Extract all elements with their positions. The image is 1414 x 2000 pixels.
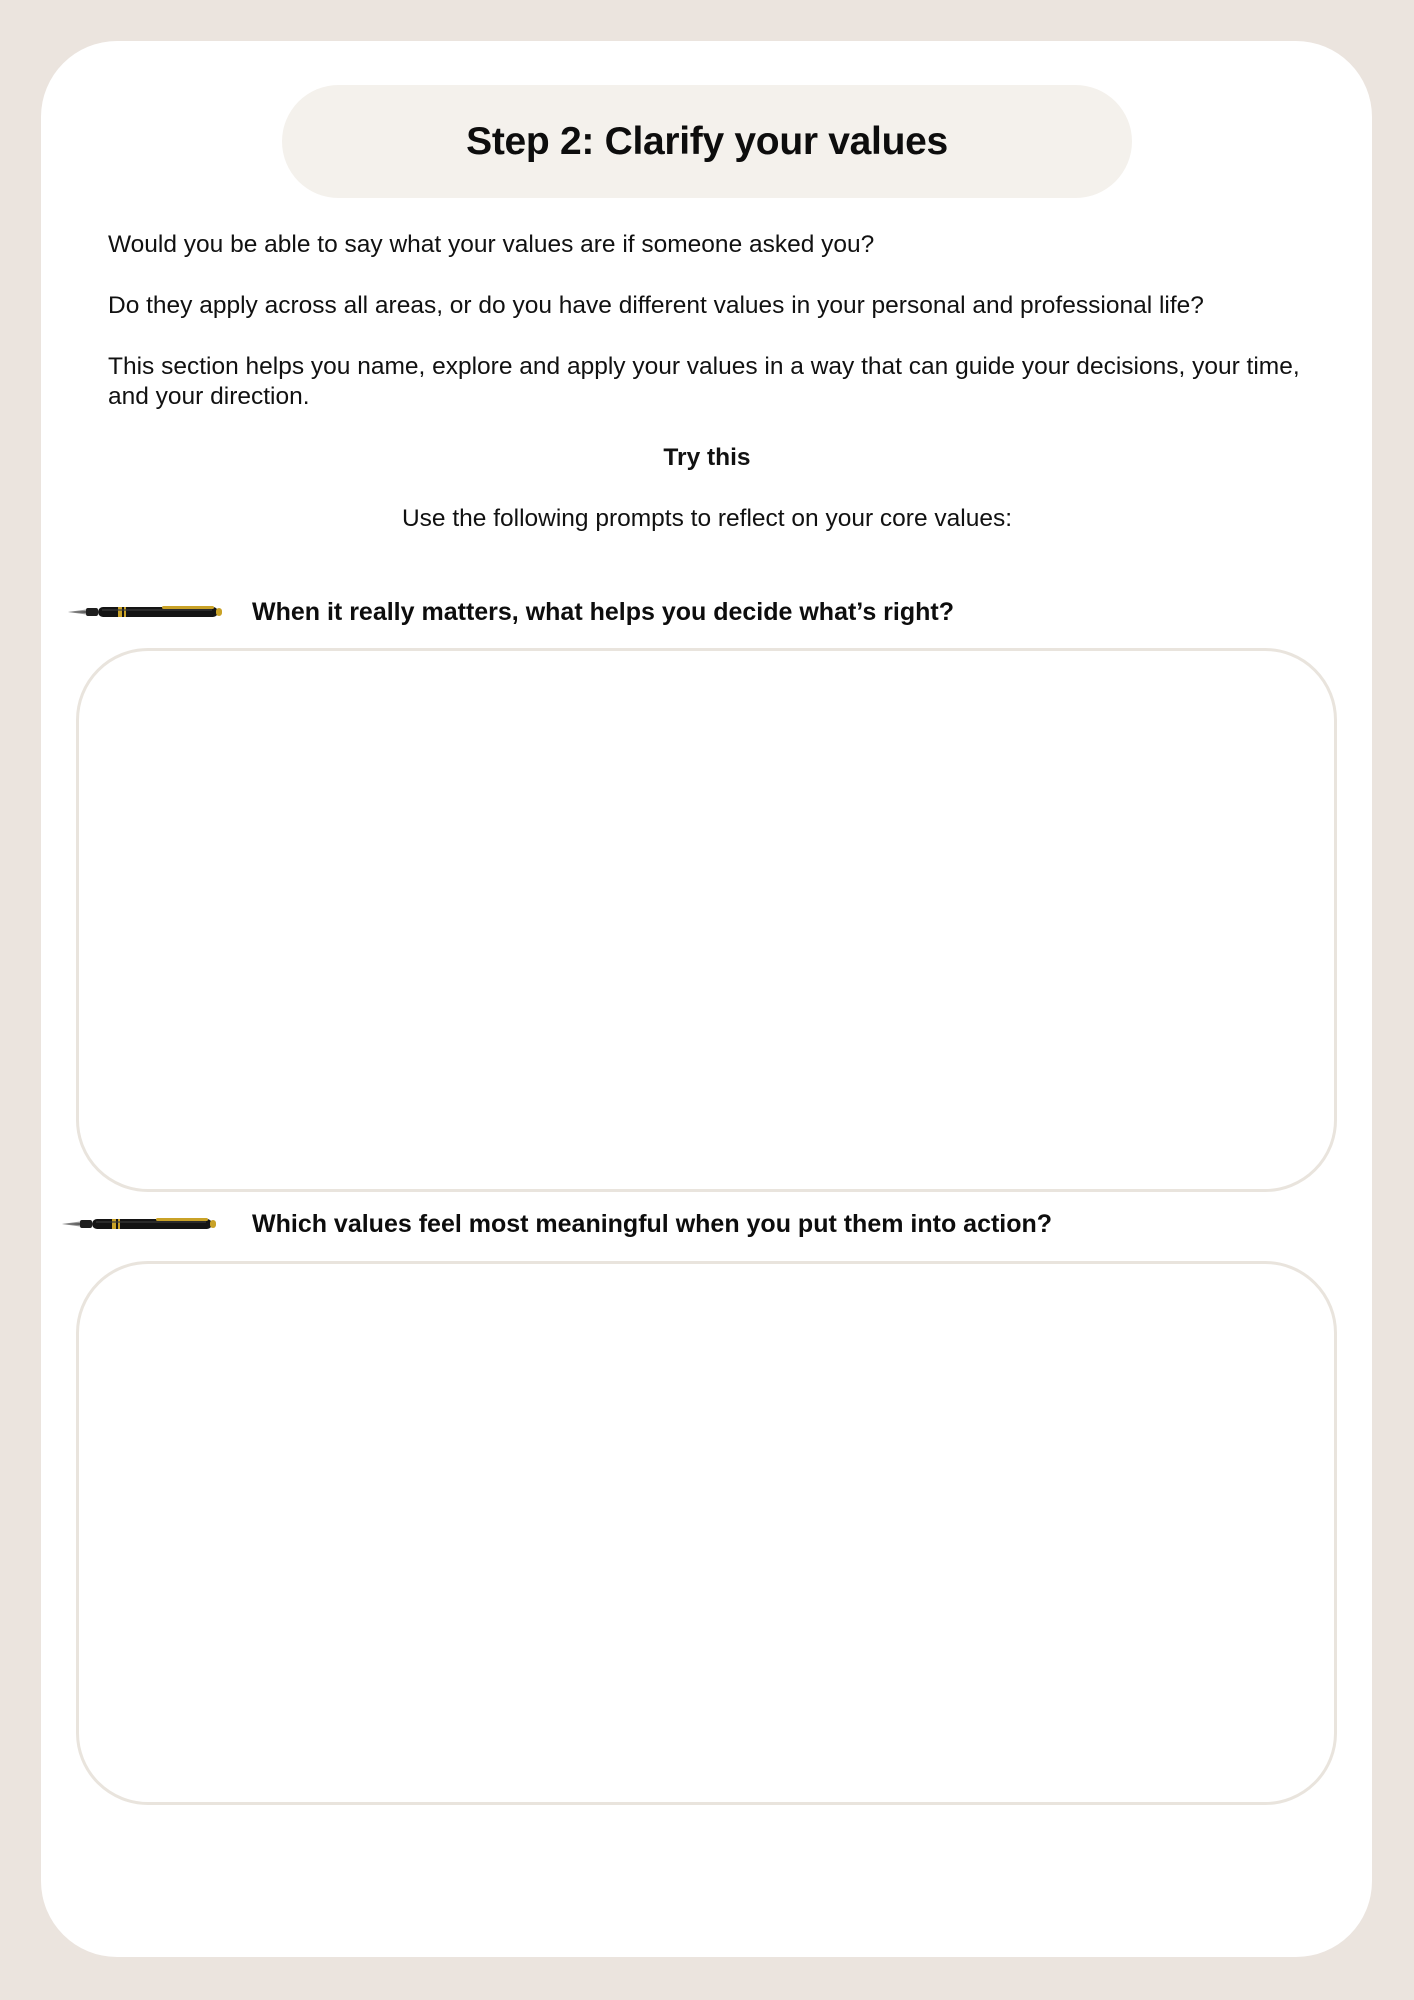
intro-question-1: Would you be able to say what your values are if someone asked you? bbox=[108, 231, 875, 258]
try-this-instruction: Use the following prompts to reflect on your core values: bbox=[401, 505, 1013, 532]
prompt-1 bbox=[66, 592, 1346, 632]
try-this-heading: Try this bbox=[663, 444, 751, 471]
prompt-1-label: When it really matters, what helps you decide what’s right? bbox=[252, 598, 954, 626]
prompt-2-answer-box[interactable] bbox=[76, 1261, 1337, 1805]
prompt-2-label: Which values feel most meaningful when you put them into action? bbox=[252, 1210, 1053, 1238]
prompt-2 bbox=[66, 1204, 1346, 1244]
title-banner bbox=[282, 85, 1132, 198]
intro-description: This section helps you name, explore and apply your values in a way that can guide your decisions, your time, and your direction. bbox=[108, 353, 1300, 410]
intro-question-2: Do they apply across all areas, or do you have different values in your personal and professional life? bbox=[108, 292, 1204, 319]
prompt-1-answer-box[interactable] bbox=[76, 648, 1337, 1192]
fountain-pen-icon bbox=[66, 600, 226, 622]
page-title: Step 2: Clarify your values bbox=[466, 119, 948, 163]
fountain-pen-icon bbox=[60, 1212, 220, 1234]
